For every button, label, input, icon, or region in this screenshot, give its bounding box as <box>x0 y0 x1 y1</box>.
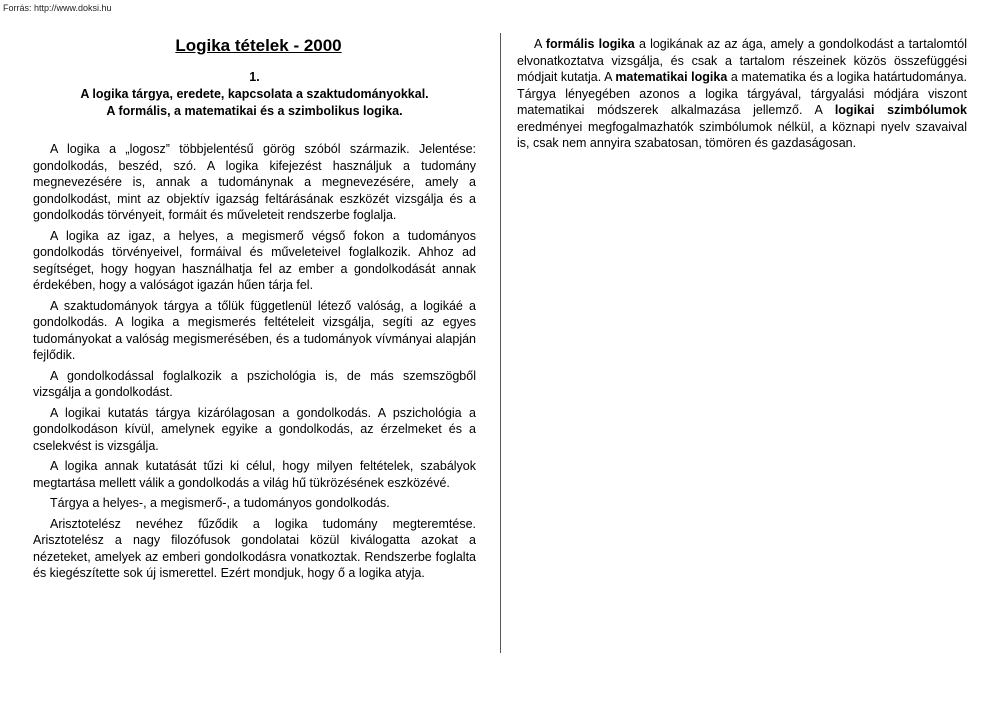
column-divider <box>500 33 501 653</box>
paragraph: A gondolkodással foglalkozik a pszichológia is, de más szemszögből vizsgálja a gondolkodást. <box>33 368 476 399</box>
text-run: a matematika és a logika határtudománya. Tárgya lényegében azonos a logika tárgyával, tárgyalási módjára viszont matematikai módszerek alkalmazása jellemző. A <box>517 70 967 117</box>
source-attribution: Forrás: http://www.doksi.hu <box>3 3 112 13</box>
text-run: A <box>534 37 546 51</box>
paragraph: A logikai kutatás tárgya kizárólagosan a gondolkodás. A pszichológia a gondolkodáson kívül, amelynek egyike a gondolkodás, az érzelmeket és a cselekvést is vizsgálja. <box>33 405 476 453</box>
term-matematikai-logika: matematikai logika <box>615 70 728 84</box>
document-title: Logika tételek - 2000 <box>175 36 342 55</box>
term-logikai-szimbolumok: logikai szimbólumok <box>834 103 968 117</box>
text-run: a logikának az az ága, amely a gondolkodást a tartalomtól elvonatkoztatva vizsgálja, és csak a tartalom részeinek közös összefüggési módjait kutatja. A <box>517 37 967 84</box>
paragraph: A logika az igaz, a helyes, a megismerő végső fokon a tudományos gondolkodás törvényeivel, formáival és műveleteivel foglalkozik. Ahhoz ad segítséget, hogy hogyan használhatja fel az ember a gondolkodását annak érdekében, hogy a valóságot igazán hűen tárja fel. <box>33 228 476 292</box>
text-run: eredményei megfogalmazhatók szimbólumok nélkül, a köznapi nyelv szavaival is, csak nem annyira szabatosan, tömören és gazdaságosan. <box>517 119 967 150</box>
section-heading: A logika tárgya, eredete, kapcsolata a szaktudományokkal. <box>80 87 429 101</box>
paragraph: A logika annak kutatását tűzi ki célul, hogy milyen feltételek, szabályok megtartása mellett válik a gondolkodás a világ hű tükrözésének eszközévé. <box>33 459 476 490</box>
term-formalis-logika: formális logika <box>545 37 635 51</box>
section-number: 1. <box>249 70 260 84</box>
left-column <box>33 36 476 586</box>
paragraph: Arisztotelész nevéhez fűződik a logika tudomány megteremtése. Arisztotelész a nagy filozófusok gondolatai közül kiválogatta azokat a nézeteket, amelyek az emberi gondolkodásra vonatkoztak. Rendszerbe foglalta és kiegészítette sok új ismerettel. Ezért mondjuk, hogy ő a logika atyja. <box>33 516 476 580</box>
paragraph: A logika a „logosz” többjelentésű görög szóból származik. Jelentése: gondolkodás, beszéd, szó. A logika kifejezést használjuk a tudomány megnevezésére is, annak a tudománynak a megnevezésére, amely a gondolkodást, mint az objektív igazság feltárásának eszközét vizsgálja és a gondolkodás törvényeit, formáit és műveleteit rendszerbe foglalja. <box>33 142 476 222</box>
paragraph <box>517 36 967 152</box>
section-subheading: A formális, a matematikai és a szimbolikus logika. <box>106 104 403 118</box>
paragraph: A szaktudományok tárgya a tőlük függetlenül létező valóság, a logikáé a gondolkodás. A logika a megismerés feltételeit vizsgálja, segíti az egyes tudományokat a valóság megismerésében, és a tudományok vívmányai alapján fejlődik. <box>33 298 476 362</box>
paragraph: Tárgya a helyes-, a megismerő-, a tudományos gondolkodás. <box>50 496 390 510</box>
right-column <box>517 36 967 156</box>
